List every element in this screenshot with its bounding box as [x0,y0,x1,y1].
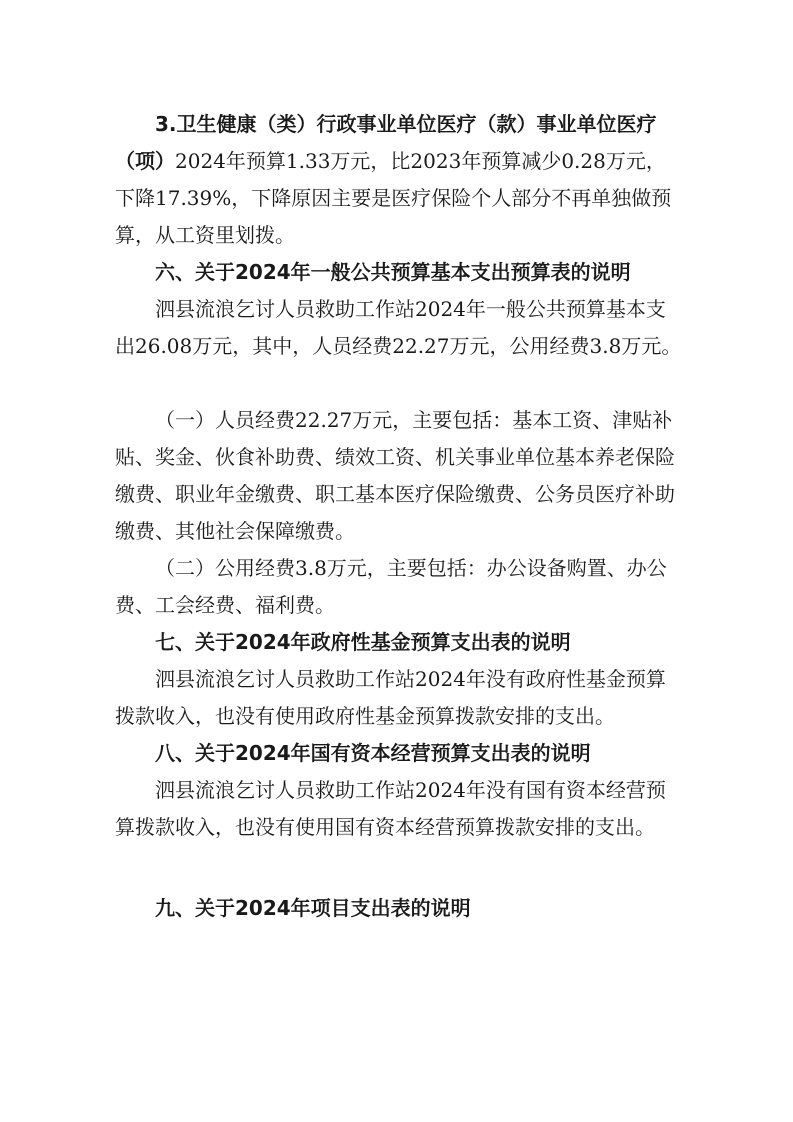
paragraph-health-medical-heading: 3.卫生健康（类）行政事业单位医疗（款）事业单位医疗（项） [115,112,657,173]
section-heading-7: 七、关于2024年政府性基金预算支出表的说明 [155,630,571,654]
paragraph-government-fund: 泗县流浪乞讨人员救助工作站2024年没有政府性基金预算拨款收入，也没有使用政府性基金预算拨款安排的支出。 [115,667,666,728]
section-heading-6: 六、关于2024年一般公共预算基本支出预算表的说明 [155,260,631,284]
section-heading-9: 九、关于2024年项目支出表的说明 [155,896,471,920]
paragraph-personnel-expenses: （一）人员经费22.27万元，主要包括：基本工资、津贴补贴、奖金、伙食补助费、绩效工资、机关事业单位基本养老保险缴费、职业年金缴费、职工基本医疗保险缴费、公务员医疗补助缴费、其他社会保障缴费。 [115,408,675,543]
paragraph-basic-expenditure: 泗县流浪乞讨人员救助工作站2024年一般公共预算基本支出26.08万元，其中，人员经费22.27万元，公用经费3.8万元。 [115,297,682,358]
section-heading-8: 八、关于2024年国有资本经营预算支出表的说明 [155,741,591,765]
paragraph-public-expenses: （二）公用经费3.8万元，主要包括：办公设备购置、办公费、工会经费、福利费。 [115,556,667,617]
paragraph-health-medical-body: 2024年预算1.33万元，比2023年预算减少0.28万元，下降17.39%，下降原因主要是医疗保险个人部分不再单独做预算，从工资里划拨。 [115,149,672,247]
paragraph-health-medical [115,106,685,254]
paragraph-state-capital: 泗县流浪乞讨人员救助工作站2024年没有国有资本经营预算拨款收入，也没有使用国有资本经营预算拨款安排的支出。 [115,778,666,839]
